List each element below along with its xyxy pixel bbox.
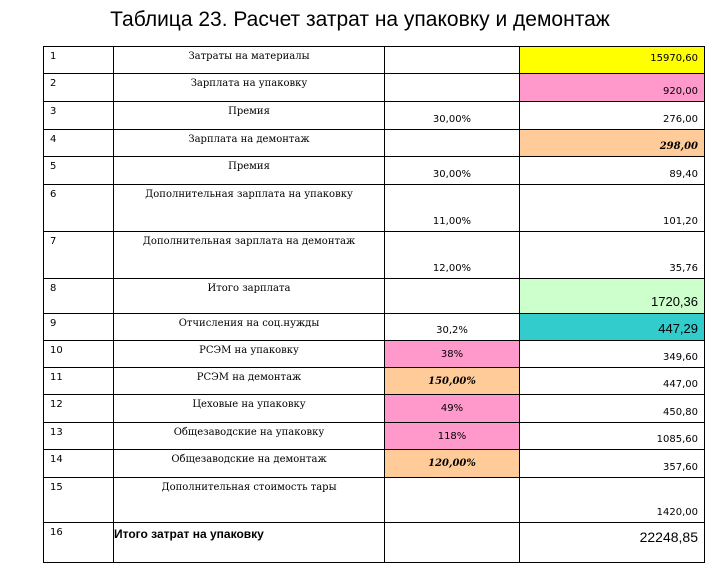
row-number: 11 (44, 368, 114, 395)
row-number: 1 (44, 47, 114, 74)
row-percent (385, 279, 520, 314)
row-percent: 11,00% (385, 185, 520, 232)
cost-table (43, 46, 705, 563)
row-percent (385, 478, 520, 523)
row-value: 357,60 (520, 450, 705, 478)
row-number: 13 (44, 423, 114, 450)
table-row (44, 185, 705, 232)
row-name: Затраты на материалы (114, 47, 385, 74)
row-number: 8 (44, 279, 114, 314)
page-title: Таблица 23. Расчет затрат на упаковку и демонтаж (110, 8, 610, 31)
row-name: Премия (114, 102, 385, 130)
table-row (44, 74, 705, 102)
row-percent: 120,00% (385, 450, 520, 478)
table-row (44, 157, 705, 185)
row-value: 276,00 (520, 102, 705, 130)
table-row (44, 232, 705, 279)
row-percent: 30,2% (385, 314, 520, 341)
row-percent: 118% (385, 423, 520, 450)
row-name: РСЭМ на упаковку (114, 341, 385, 368)
table-row (44, 279, 705, 314)
row-value: 101,20 (520, 185, 705, 232)
row-name: Премия (114, 157, 385, 185)
row-value: 1420,00 (520, 478, 705, 523)
row-number: 6 (44, 185, 114, 232)
row-name: Общезаводские на упаковку (114, 423, 385, 450)
row-value: 35,76 (520, 232, 705, 279)
row-name: Отчисления на соц.нужды (114, 314, 385, 341)
table-row (44, 523, 705, 563)
row-name: Дополнительная стоимость тары (114, 478, 385, 523)
row-number: 15 (44, 478, 114, 523)
row-percent: 49% (385, 395, 520, 423)
row-name: РСЭМ на демонтаж (114, 368, 385, 395)
row-number: 10 (44, 341, 114, 368)
row-name: Зарплата на упаковку (114, 74, 385, 102)
table-row (44, 450, 705, 478)
row-name: Общезаводские на демонтаж (114, 450, 385, 478)
row-number: 14 (44, 450, 114, 478)
row-number: 3 (44, 102, 114, 130)
table-row (44, 395, 705, 423)
row-percent: 30,00% (385, 157, 520, 185)
table-row (44, 423, 705, 450)
table-row (44, 478, 705, 523)
row-name: Цеховые на упаковку (114, 395, 385, 423)
row-percent (385, 130, 520, 157)
row-value: 89,40 (520, 157, 705, 185)
row-number: 2 (44, 74, 114, 102)
row-name: Дополнительная зарплата на упаковку (114, 185, 385, 232)
row-value: 1720,36 (520, 279, 705, 314)
row-name: Дополнительная зарплата на демонтаж (114, 232, 385, 279)
row-percent: 12,00% (385, 232, 520, 279)
row-percent (385, 47, 520, 74)
row-percent: 30,00% (385, 102, 520, 130)
row-value: 349,60 (520, 341, 705, 368)
row-number: 16 (44, 523, 114, 563)
row-value: 298,00 (520, 130, 705, 157)
table-row (44, 47, 705, 74)
row-value: 22248,85 (520, 523, 705, 563)
row-value: 15970,60 (520, 47, 705, 74)
row-value: 447,29 (520, 314, 705, 341)
row-value: 450,80 (520, 395, 705, 423)
table-row (44, 341, 705, 368)
row-number: 4 (44, 130, 114, 157)
row-value: 1085,60 (520, 423, 705, 450)
row-name: Итого затрат на упаковку (114, 523, 385, 563)
row-percent: 38% (385, 341, 520, 368)
table-row (44, 368, 705, 395)
row-value: 920,00 (520, 74, 705, 102)
table-row (44, 130, 705, 157)
row-number: 12 (44, 395, 114, 423)
row-value: 447,00 (520, 368, 705, 395)
row-number: 7 (44, 232, 114, 279)
row-percent (385, 74, 520, 102)
row-percent: 150,00% (385, 368, 520, 395)
row-number: 9 (44, 314, 114, 341)
table-row (44, 314, 705, 341)
row-name: Зарплата на демонтаж (114, 130, 385, 157)
row-name: Итого зарплата (114, 279, 385, 314)
table-row (44, 102, 705, 130)
row-percent (385, 523, 520, 563)
row-number: 5 (44, 157, 114, 185)
